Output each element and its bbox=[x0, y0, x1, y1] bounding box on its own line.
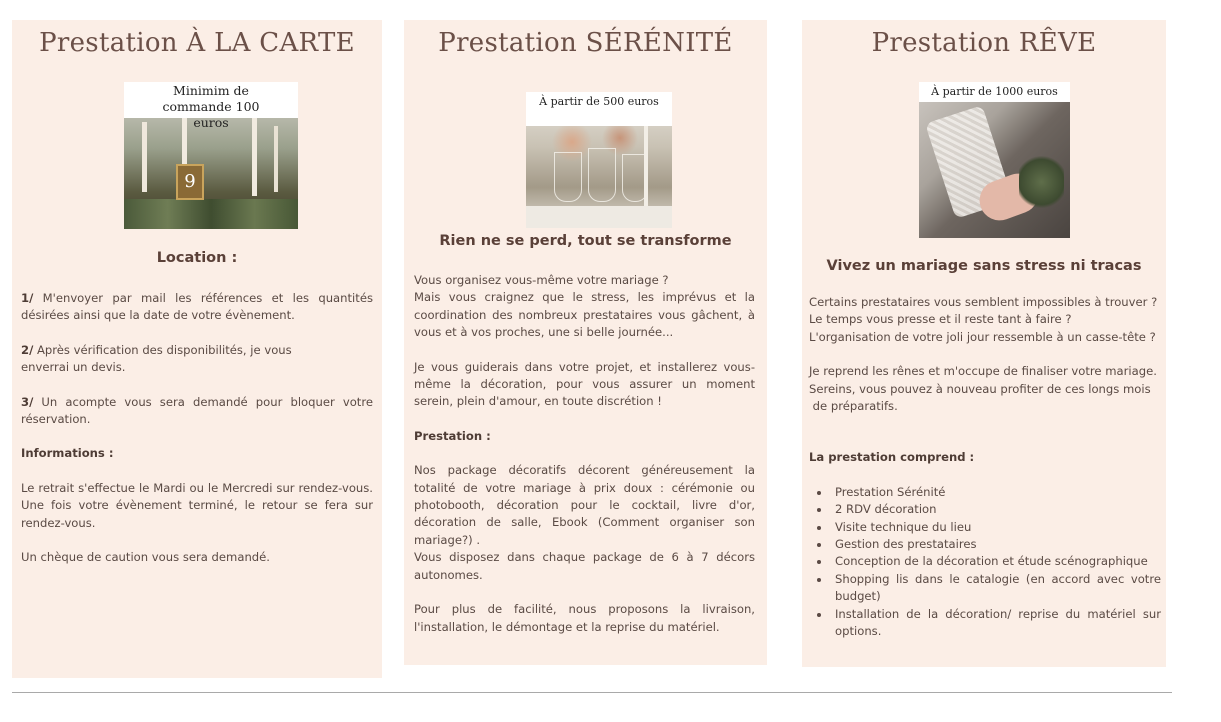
table-number: 9 bbox=[184, 171, 196, 192]
greenery-decor bbox=[1019, 152, 1064, 212]
step-2 bbox=[21, 342, 373, 377]
step-text: Après vérification des disponibilités, je vous bbox=[33, 342, 292, 357]
photo-hands bbox=[919, 82, 1070, 238]
card-title: Prestation RÊVE bbox=[871, 28, 1097, 58]
greenery-decor bbox=[124, 199, 298, 229]
price-tag-text: Minimim de commande 100 euros bbox=[162, 83, 260, 130]
intro-line-3: L'organisation de votre joli jour ressemble à un casse-tête ? bbox=[809, 329, 1156, 344]
list-item: • Conception de la décoration et étude scénographique bbox=[831, 553, 1161, 570]
price-tag bbox=[526, 92, 672, 126]
step-number: 1/ bbox=[21, 291, 34, 305]
price-tag bbox=[919, 82, 1070, 102]
card-title: Prestation À LA CARTE bbox=[39, 28, 355, 58]
glass-decor bbox=[588, 148, 616, 202]
card-body bbox=[21, 290, 373, 566]
package-text: Nos package décoratifs décorent généreusement la totalité de votre mariage à prix doux : cérémonie ou photobooth, décoration pour le cocktail, livre d'or, décoration de salle, Ebook (Comment organiser son mariage?) . bbox=[414, 463, 755, 547]
step-text: M'envoyer par mail les références et les quantités désirées ainsi que la date de votre évènement. bbox=[21, 291, 373, 323]
step-text: enverrai un devis. bbox=[21, 360, 126, 375]
step-number: 3/ bbox=[21, 394, 34, 409]
intro-line-2: Le temps vous presse et il reste tant à faire ? bbox=[809, 312, 1072, 327]
step-number: 2/ bbox=[21, 342, 34, 357]
price-tag-text: À partir de 1000 euros bbox=[931, 85, 1058, 98]
card-a-la-carte bbox=[12, 20, 382, 678]
table-number-frame bbox=[176, 164, 204, 200]
photo-glassware bbox=[526, 92, 672, 228]
list-item: • Gestion des prestataires bbox=[831, 536, 1161, 553]
list-item: • Visite technique du lieu bbox=[831, 519, 1161, 536]
intro-line-1: Certains prestataires vous semblent impossibles à trouver ? bbox=[809, 295, 1158, 309]
price-tag-text: À partir de 500 euros bbox=[539, 95, 659, 108]
card-serenite bbox=[404, 20, 767, 665]
candle-decor bbox=[252, 116, 257, 196]
caution-text: Un chèque de caution vous sera demandé. bbox=[21, 550, 270, 565]
step-text: Un acompte vous sera demandé pour bloquer votre réservation. bbox=[21, 394, 373, 427]
section-heading: Vivez un mariage sans stress ni tracas bbox=[826, 258, 1142, 274]
list-item: • Prestation Sérénité bbox=[831, 484, 1161, 501]
step-1 bbox=[21, 290, 373, 325]
card-body bbox=[809, 294, 1161, 641]
info-label: Informations : bbox=[21, 446, 114, 461]
step-3 bbox=[21, 394, 373, 429]
tablecloth-decor bbox=[526, 206, 672, 228]
card-title: Prestation SÉRÉNITÉ bbox=[438, 28, 733, 58]
reprise-line-2: Sereins, vous pouvez à nouveau profiter de ces longs mois bbox=[809, 381, 1151, 396]
list-item: • 2 RDV décoration bbox=[831, 501, 1161, 518]
delivery-text: Pour plus de facilité, nous proposons la livraison, l'installation, le démontage et la reprise du matériel. bbox=[414, 602, 755, 634]
prestation-label: Prestation : bbox=[414, 428, 491, 443]
photo-table-decor bbox=[124, 82, 298, 229]
includes-list bbox=[813, 484, 1161, 641]
card-body bbox=[414, 272, 755, 636]
intro-text: Mais vous craignez que le stress, les imprévus et la coordination des nombreux prestataires vous gâchent, à vous et à vos proches, une si belle journée... bbox=[414, 290, 755, 340]
card-reve bbox=[802, 20, 1166, 667]
decor-count-text: Vous disposez dans chaque package de 6 à 7 décors autonomes. bbox=[414, 550, 755, 582]
price-tag bbox=[124, 82, 298, 130]
glass-decor bbox=[554, 152, 582, 202]
guide-text: Je vous guiderais dans votre projet, et installerez vous-même la décoration, pour vous assurer un moment serein, plein d'amour, en toute discrétion ! bbox=[414, 359, 755, 409]
list-item: • Installation de la décoration/ reprise du matériel sur options. bbox=[831, 606, 1161, 641]
candle-decor bbox=[644, 112, 648, 212]
list-item: • Shopping lis dans le catalogie (en accord avec votre budget) bbox=[831, 571, 1161, 606]
candle-decor bbox=[142, 122, 147, 192]
candle-decor bbox=[274, 126, 278, 192]
section-heading: Location : bbox=[156, 250, 238, 266]
info-text: Le retrait s'effectue le Mardi ou le Mercredi sur rendez-vous. Une fois votre évènement terminé, le retour se fera sur rendez-vous. bbox=[21, 480, 373, 530]
reprise-line-3: de préparatifs. bbox=[809, 399, 898, 414]
reprise-line-1: Je reprend les rênes et m'occupe de finaliser votre mariage. bbox=[809, 364, 1157, 379]
includes-label: La prestation comprend : bbox=[809, 450, 975, 465]
bottom-divider bbox=[12, 692, 1172, 693]
intro-line: Vous organisez vous-même votre mariage ? bbox=[414, 273, 669, 287]
section-heading: Rien ne se perd, tout se transforme bbox=[439, 233, 732, 249]
